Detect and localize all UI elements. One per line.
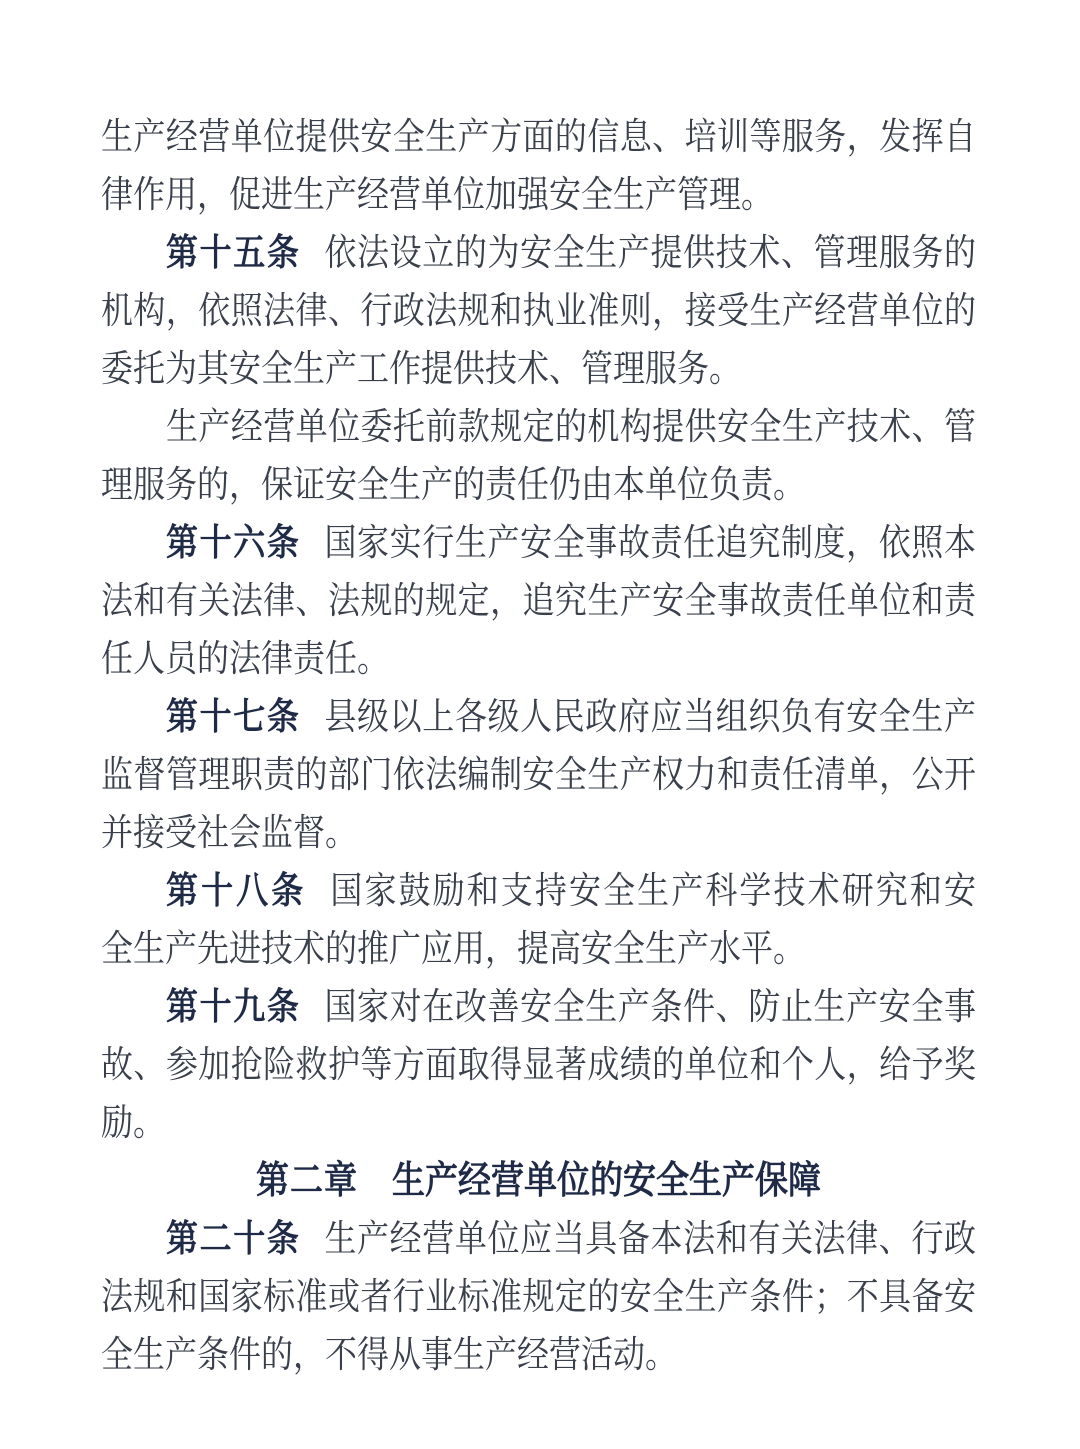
line-text: 县级以上各级人民政府应当组织负有安全生产 (324, 695, 976, 737)
text-line (101, 1320, 976, 1387)
line-text: 励。 (101, 1101, 166, 1143)
line-text: 机构，依照法律、行政法规和执业准则，接受生产经营单位的 (101, 289, 976, 331)
line-text: 生产经营单位委托前款规定的机构提供安全生产技术、管 (166, 405, 976, 447)
article-number: 第十五条 (166, 231, 301, 273)
line-text: 监督管理职责的部门依法编制安全生产权力和责任清单，公开 (101, 753, 976, 795)
line-text: 委托为其安全生产工作提供技术、管理服务。 (101, 347, 742, 389)
article-number: 第二十条 (166, 1217, 301, 1259)
line-text: 法规和国家标准或者行业标准规定的安全生产条件；不具备安 (101, 1275, 976, 1317)
line-text: 故、参加抢险救护等方面取得显著成绩的单位和个人，给予奖 (101, 1043, 976, 1085)
line-text: 国家鼓励和支持安全生产科学技术研究和安 (330, 869, 976, 911)
line-text: 生产经营单位的安全生产保障 (392, 1157, 821, 1201)
line-text: 生产经营单位应当具备本法和有关法律、行政 (324, 1217, 976, 1259)
line-text: 理服务的，保证安全生产的责任仍由本单位负责。 (101, 463, 806, 505)
article-number: 第十六条 (166, 521, 301, 563)
line-text: 全生产条件的，不得从事生产经营活动。 (101, 1333, 678, 1375)
line-text: 依法设立的为安全生产提供技术、管理服务的 (324, 231, 976, 273)
line-text: 律作用，促进生产经营单位加强安全生产管理。 (101, 173, 774, 215)
line-text: 并接受社会监督。 (101, 811, 358, 853)
chapter-number: 第二章 (256, 1157, 358, 1201)
line-text: 生产经营单位提供安全生产方面的信息、培训等服务，发挥自 (101, 115, 976, 157)
line-text: 全生产先进技术的推广应用，提高安全生产水平。 (101, 927, 806, 969)
line-text: 国家对在改善安全生产条件、防止生产安全事 (324, 985, 976, 1027)
line-text: 法和有关法律、法规的规定，追究生产安全事故责任单位和责 (101, 579, 976, 621)
line-text: 国家实行生产安全事故责任追究制度，依照本 (324, 521, 976, 563)
article-number: 第十七条 (166, 695, 301, 737)
article-number: 第十八条 (166, 869, 307, 911)
line-text: 任人员的法律责任。 (101, 637, 390, 679)
article-number: 第十九条 (166, 985, 301, 1027)
